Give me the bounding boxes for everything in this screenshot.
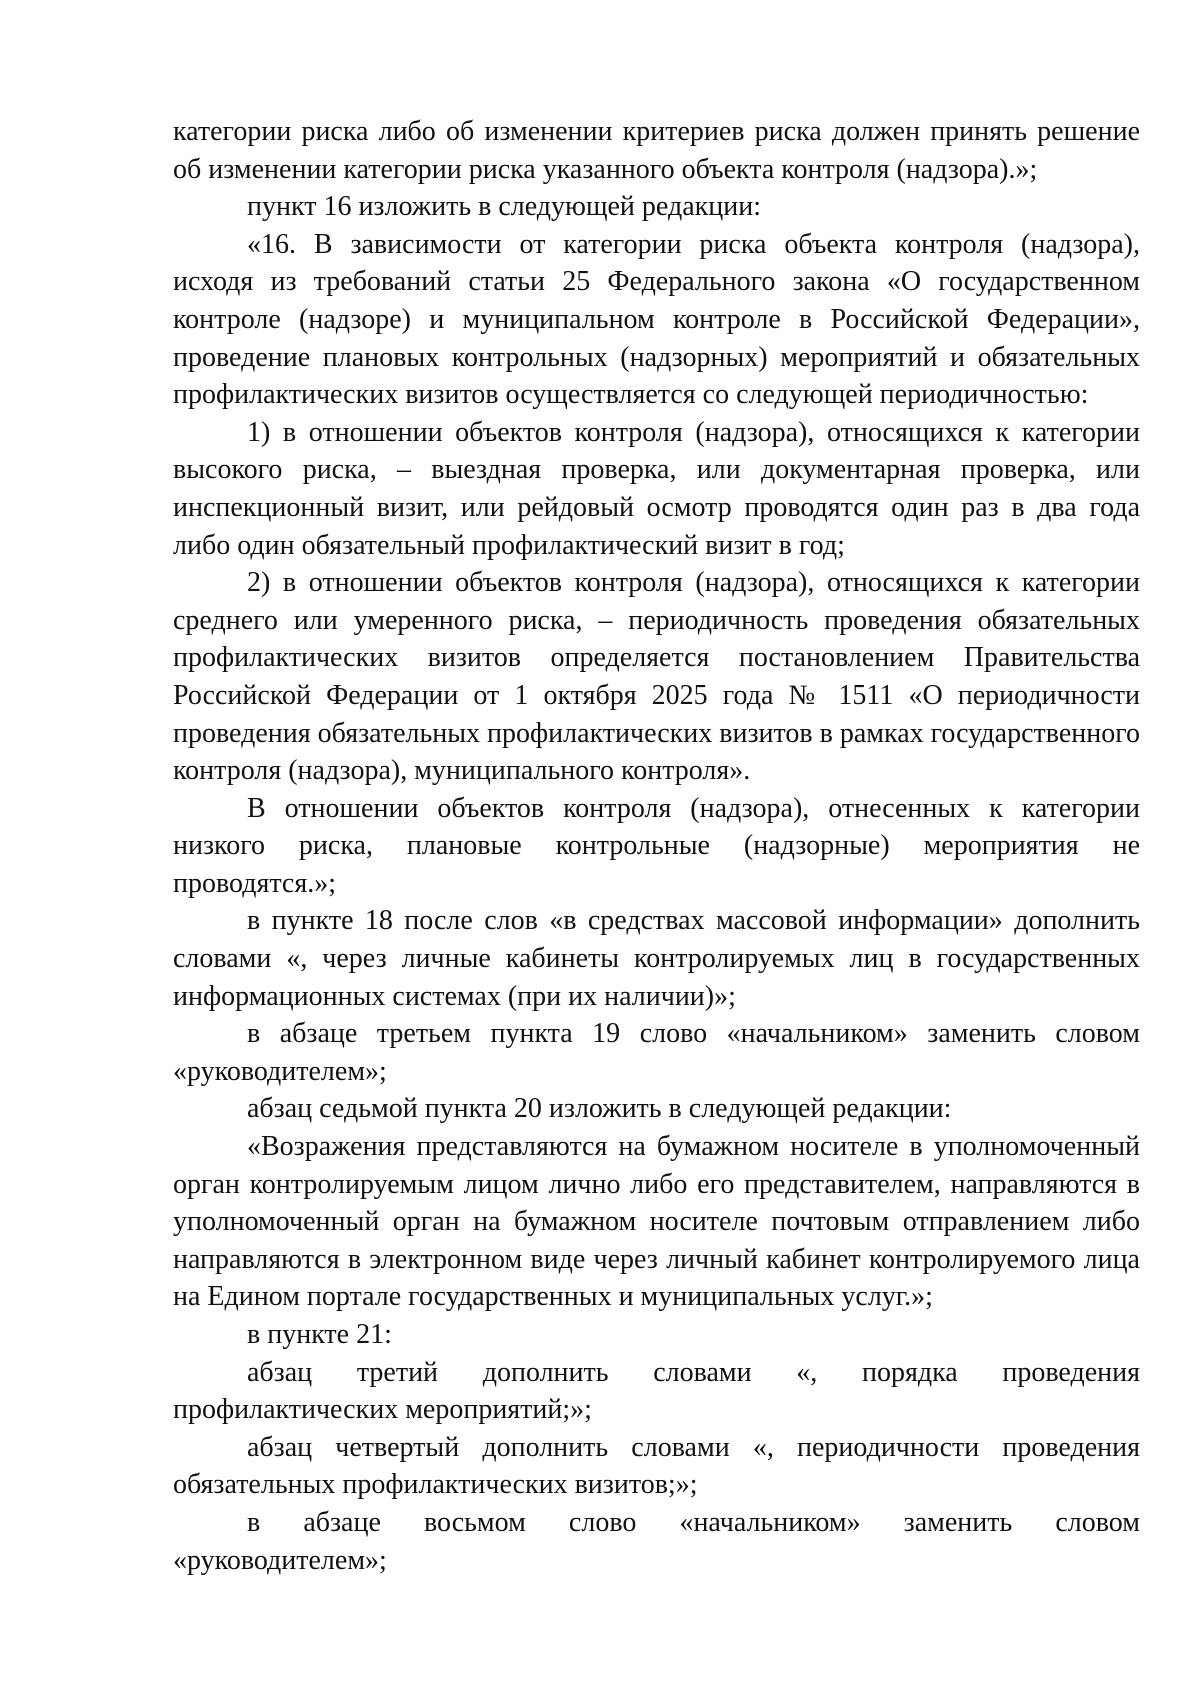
paragraph-point-21-fourth: абзац четвертый дополнить словами «, периодичности проведения обязательных профилактических визитов;»;: [173, 1431, 1140, 1501]
paragraph-low-risk: В отношении объектов контроля (надзора), отнесенных к категории низкого риска, плановые контрольные (надзорные) мероприятия не проводятся.»;: [173, 792, 1140, 899]
paragraph-objections: «Возражения представляются на бумажном носителе в уполномоченный орган контролируемым лицом лично либо его представителем, направляются в уполномоченный орган на бумажном носителе почтовым отправлением либо направляются в электронном виде через личный кабинет контролируемого лица на Едином портале государственных и муниципальных услуг.»;: [173, 1131, 1140, 1313]
paragraph-point-20-intro: абзац седьмой пункта 20 изложить в следующей редакции:: [247, 1093, 952, 1125]
paragraph-medium-risk: 2) в отношении объектов контроля (надзора), относящихся к категории среднего или умеренного риска, – периодичность проведения обязательных профилактических визитов определяется постановлением Правительства Российской Федерации от 1 октября 2025 года № 1511 «О периодичности проведения обязательных профилактических визитов в рамках государственного контроля (надзора), муниципального контроля».: [173, 567, 1140, 787]
paragraph-point-19: в абзаце третьем пункта 19 слово «начальником» заменить словом «руководителем»;: [173, 1018, 1140, 1087]
paragraph-high-risk: 1) в отношении объектов контроля (надзора), относящихся к категории высокого риска, – выездная проверка, или документарная проверка, или инспекционный визит, или рейдовый осмотр проводятся один раз в два года либо один обязательный профилактический визит в год;: [173, 416, 1140, 561]
paragraph-point-18: в пункте 18 после слов «в средствах массовой информации» дополнить словами «, через личные кабинеты контролируемых лиц в государственных информационных системах (при их наличии)»;: [173, 905, 1140, 1012]
paragraph-point-21-third: абзац третий дополнить словами «, порядка проведения профилактических мероприятий;»;: [173, 1356, 1140, 1426]
document-body: [173, 113, 1140, 1579]
paragraph-risk-category-end: категории риска либо об изменении критериев риска должен принять решение об изменении категории риска указанного объекта контроля (надзора).»;: [173, 116, 1140, 185]
paragraph-point-16-intro: пункт 16 изложить в следующей редакции:: [247, 191, 761, 223]
paragraph-point-21-eighth: в абзаце восьмом слово «начальником» заменить словом «руководителем»;: [173, 1506, 1140, 1576]
paragraph-point-21-intro: в пункте 21:: [247, 1319, 392, 1350]
paragraph-point-16-text: «16. В зависимости от категории риска объекта контроля (надзора), исходя из требований статьи 25 Федерального закона «О государственном контроле (надзоре) и муниципальном контроле в Российской Федерации», проведение плановых контрольных (надзорных) мероприятий и обязательных профилактических визитов осуществляется со следующей периодичностью:: [173, 228, 1140, 411]
